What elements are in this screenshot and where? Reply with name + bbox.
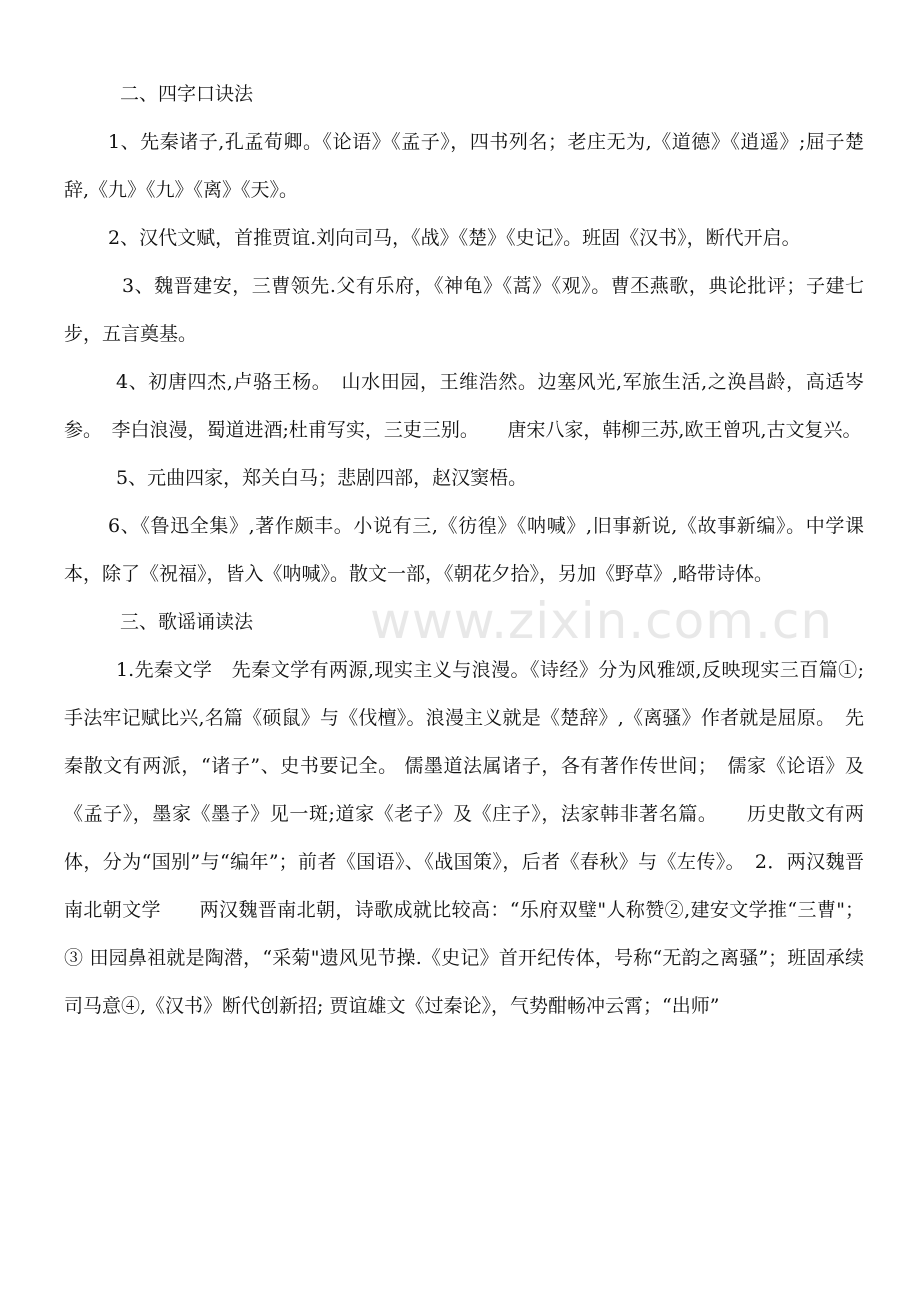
paragraph-han: 2、汉代文赋，首推贾谊.刘向司马，《战》《楚》《史记》。班固《汉书》，断代开启。 (108, 227, 801, 249)
paragraph-yuan-qu: 5、元曲四家，郑关白马；悲剧四部，赵汉窦梧。 (116, 467, 528, 489)
paragraph-tang-song: 4、初唐四杰,卢骆王杨。 山水田园，王维浩然。边塞风光,军旅生活,之涣昌龄，高适岑参。 李白浪漫，蜀道进酒;杜甫写实，三吏三别。 唐宋八家，韩柳三苏,欧王曾巩,古文复兴。 (64, 371, 864, 441)
paragraph-lu-xun: 6、《鲁迅全集》,著作颇丰。小说有三,《彷徨》《呐喊》,旧事新说,《故事新编》。中学课本，除了《祝福》，皆入《呐喊》。散文一部，《朝花夕拾》，另加《野草》,略带诗体。 (64, 515, 864, 585)
paragraph-pre-qin: 1、先秦诸子,孔孟荀卿。《论语》《孟子》，四书列名；老庄无为,《道德》《逍遥》;屈子楚辞,《九》《九》《离》《天》。 (64, 131, 864, 201)
watermark-text: www.zixin.com.cn (370, 592, 834, 650)
section-heading-four-char: 二、四字口诀法 (120, 83, 254, 105)
document-content (64, 70, 864, 1030)
paragraph-wei-jin: 3、魏晋建安，三曹领先.父有乐府，《神龟》《蒿》《观》。曹丕燕歌，典论批评；子建七步，五言奠基。 (64, 275, 864, 345)
section-heading-song: 三、歌谣诵读法 (120, 611, 254, 633)
paragraph-song-body: 1.先秦文学 先秦文学有两源,现实主义与浪漫。《诗经》分为风雅颂,反映现实三百篇①; 手法牢记赋比兴,名篇《硕鼠》与《伐檀》。浪漫主义就是《楚辞》,《离骚》作者就是屈原。 先秦散文有两派，“诸子”、史书要记全。 儒墨道法属诸子，各有著作传世间； 儒家《论语》及《孟子》，墨家《墨子》见一斑;道家《老子》及《庄子》，法家韩非著名篇。 历史散文有两体，分为“国别”与“编年”；前者《国语》、《战国策》，后者《春秋》与《左传》。 2．两汉魏晋南北朝文学 两汉魏晋南北朝，诗歌成就比较高：“乐府双璧"人称赞②,建安文学推“三曹"；③ 田园鼻祖就是陶潜，“采菊"遗风见节操.《史记》首开纪传体，号称“无韵之离骚”；班固承续司马意④,《汉书》断代创新招; 贾谊雄文《过秦论》，气势酣畅冲云霄；“出师” (64, 659, 864, 1017)
